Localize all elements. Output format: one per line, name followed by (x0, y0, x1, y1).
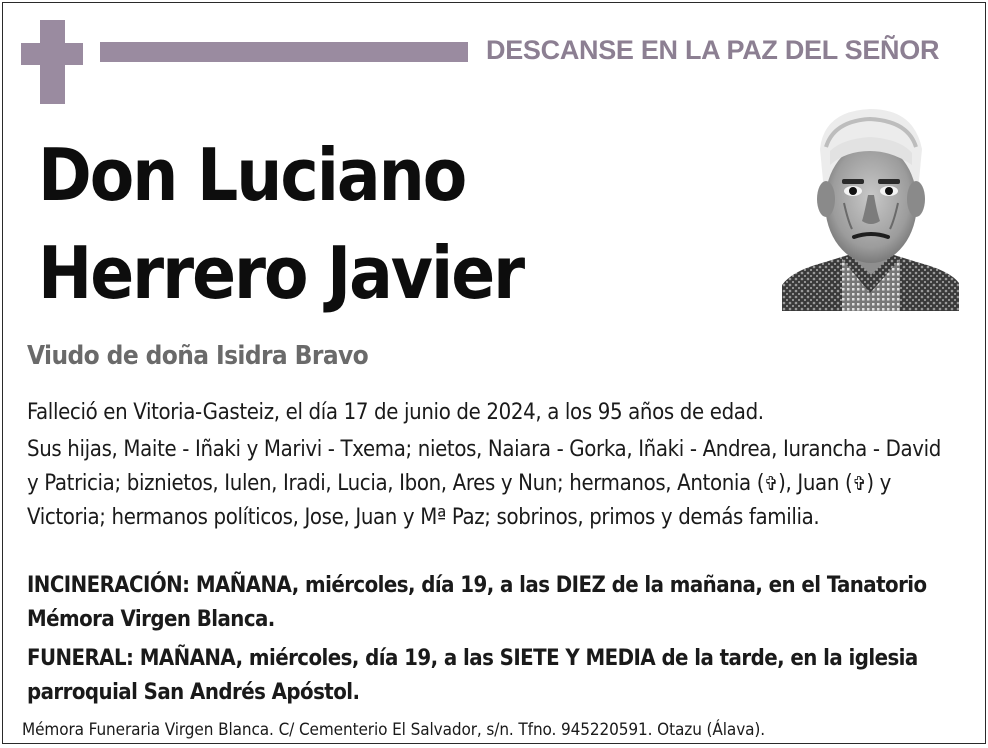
deceased-name-line-1: Don Luciano (38, 133, 466, 217)
portrait-photo (782, 103, 959, 311)
widower-subtitle: Viudo de doña Isidra Bravo (27, 341, 369, 371)
cross-icon-bar (21, 43, 83, 65)
family-text: ), Juan ( (778, 471, 853, 496)
header-divider-bar (100, 42, 468, 62)
death-notice: Falleció en Vitoria-Gasteiz, el día 17 de junio de 2024, a los 95 años de edad. (27, 400, 764, 425)
incineration-notice: INCINERACIÓN: MAÑANA, miércoles, día 19, a las DIEZ de la mañana, en el Tanatorio Mémora Virgen Blanca. (27, 573, 927, 632)
header-banner: DESCANSE EN LA PAZ DEL SEÑOR (486, 35, 940, 65)
family-text: ) y Victoria; hermanos políticos, Jose, Juan y Mª Paz; sobrinos, primos y demás familia. (27, 471, 891, 530)
family-list (27, 433, 957, 535)
deceased-cross-icon: ✞ (852, 473, 867, 495)
deceased-cross-icon: ✞ (764, 473, 779, 495)
obituary-notice (2, 2, 986, 744)
funeral-notice: FUNERAL: MAÑANA, miércoles, día 19, a las SIETE Y MEDIA de la tarde, en la iglesia parroquial San Andrés Apóstol. (27, 646, 918, 705)
deceased-name-line-2: Herrero Javier (38, 231, 524, 315)
family-text: Sus hijas, Maite - Iñaki y Marivi - Txema; nietos, Naiara - Gorka, Iñaki - Andrea, Iurancha - David y Patricia; biznietos, Iulen, Iradi, Lucia, Ibon, Ares y Nun; hermanos, Antonia ( (27, 437, 941, 496)
funeral-home-footer: Mémora Funeraria Virgen Blanca. C/ Cementerio El Salvador, s/n. Tfno. 945220591. Otazu (Álava). (22, 720, 766, 740)
